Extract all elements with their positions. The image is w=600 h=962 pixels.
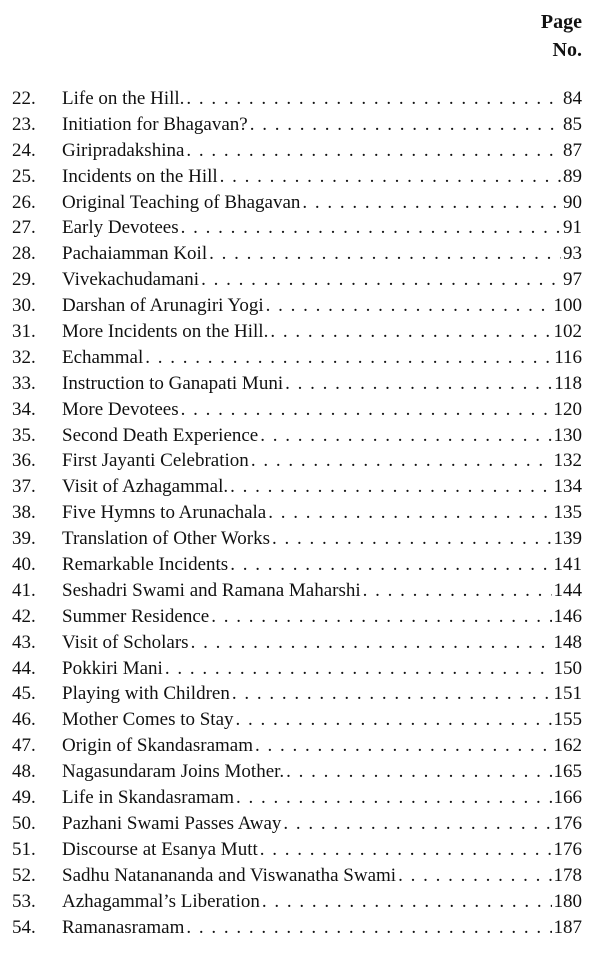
dot-leader bbox=[251, 448, 552, 474]
entry-page-number: 180 bbox=[553, 890, 582, 912]
entry-title: First Jayanti Celebration bbox=[62, 450, 249, 472]
entry-page-number: 176 bbox=[553, 838, 582, 860]
toc-entry bbox=[12, 397, 582, 423]
entry-number: 34. bbox=[12, 398, 36, 420]
dot-leader bbox=[186, 915, 551, 941]
entry-title: Darshan of Arunagiri Yogi bbox=[62, 295, 264, 317]
entry-number: 26. bbox=[12, 191, 36, 213]
entry-number: 33. bbox=[12, 372, 36, 394]
dot-leader bbox=[230, 474, 551, 500]
dot-leader bbox=[250, 112, 561, 138]
entry-title: Ramanasramam bbox=[62, 916, 185, 938]
entry-number: 53. bbox=[12, 890, 36, 912]
entry-number: 37. bbox=[12, 476, 36, 498]
entry-page-number: 135 bbox=[553, 502, 582, 524]
entry-number: 31. bbox=[12, 321, 36, 343]
toc-entry bbox=[12, 889, 582, 915]
entry-title: Instruction to Ganapati Muni bbox=[62, 372, 284, 394]
entry-title: Summer Residence bbox=[62, 605, 210, 627]
dot-leader bbox=[211, 604, 551, 630]
entry-page-number: 87 bbox=[563, 139, 582, 161]
toc-entry bbox=[12, 423, 582, 449]
entry-title: Vivekachudamani bbox=[62, 269, 200, 291]
entry-number: 27. bbox=[12, 217, 36, 239]
entry-title: Mother Comes to Stay bbox=[62, 709, 234, 731]
table-of-contents bbox=[12, 86, 582, 940]
entry-page-number: 150 bbox=[553, 657, 582, 679]
entry-title: Discourse at Esanya Mutt bbox=[62, 838, 258, 860]
dot-leader bbox=[191, 630, 552, 656]
entry-page-number: 91 bbox=[563, 217, 582, 239]
entry-number: 38. bbox=[12, 502, 36, 524]
entry-number: 51. bbox=[12, 838, 36, 860]
entry-page-number: 151 bbox=[553, 683, 582, 705]
dot-leader bbox=[181, 215, 561, 241]
entry-number: 29. bbox=[12, 269, 36, 291]
toc-entry bbox=[12, 656, 582, 682]
dot-leader bbox=[262, 889, 552, 915]
entry-page-number: 166 bbox=[553, 787, 582, 809]
dot-leader bbox=[201, 267, 561, 293]
dot-leader bbox=[236, 785, 551, 811]
entry-number: 36. bbox=[12, 450, 36, 472]
entry-title: Seshadri Swami and Ramana Maharshi bbox=[62, 579, 361, 601]
entry-number: 44. bbox=[12, 657, 36, 679]
toc-entry bbox=[12, 86, 582, 112]
dot-leader bbox=[186, 86, 561, 112]
dot-leader bbox=[302, 190, 561, 216]
entry-page-number: 165 bbox=[553, 761, 582, 783]
entry-number: 28. bbox=[12, 243, 36, 265]
toc-entry bbox=[12, 345, 582, 371]
toc-entry bbox=[12, 241, 582, 267]
toc-entry bbox=[12, 215, 582, 241]
entry-title: Giripradakshina bbox=[62, 139, 185, 161]
toc-entry bbox=[12, 526, 582, 552]
entry-title: Sadhu Natanananda and Viswanatha Swami bbox=[62, 864, 397, 886]
entry-title: Incidents on the Hill bbox=[62, 165, 218, 187]
entry-page-number: 139 bbox=[553, 528, 582, 550]
toc-entry bbox=[12, 915, 582, 941]
toc-entry bbox=[12, 474, 582, 500]
entry-number: 43. bbox=[12, 631, 36, 653]
entry-page-number: 84 bbox=[563, 88, 582, 109]
entry-page-number: 178 bbox=[553, 864, 582, 886]
toc-entry bbox=[12, 293, 582, 319]
toc-entry bbox=[12, 500, 582, 526]
entry-number: 50. bbox=[12, 812, 36, 834]
toc-entry bbox=[12, 138, 582, 164]
entry-page-number: 102 bbox=[553, 321, 582, 343]
entry-number: 42. bbox=[12, 605, 36, 627]
entry-number: 54. bbox=[12, 916, 36, 938]
dot-leader bbox=[230, 552, 551, 578]
entry-page-number: 118 bbox=[554, 372, 582, 394]
entry-number: 25. bbox=[12, 165, 36, 187]
toc-entry bbox=[12, 552, 582, 578]
toc-entry bbox=[12, 863, 582, 889]
entry-number: 41. bbox=[12, 579, 36, 601]
entry-title: Original Teaching of Bhagavan bbox=[62, 191, 301, 213]
entry-title: Pachaiamman Koil bbox=[62, 243, 208, 265]
entry-title: Initiation for Bhagavan? bbox=[62, 113, 248, 135]
dot-leader bbox=[209, 241, 561, 267]
entry-page-number: 141 bbox=[553, 554, 582, 576]
entry-page-number: 132 bbox=[553, 450, 582, 472]
entry-number: 45. bbox=[12, 683, 36, 705]
entry-page-number: 176 bbox=[553, 812, 582, 834]
entry-page-number: 187 bbox=[553, 916, 582, 938]
entry-page-number: 146 bbox=[553, 605, 582, 627]
dot-leader bbox=[165, 656, 552, 682]
entry-title: Visit of Scholars bbox=[62, 631, 189, 653]
entry-title: Life on the Hill. bbox=[62, 88, 185, 109]
dot-leader bbox=[272, 526, 552, 552]
entry-number: 47. bbox=[12, 735, 36, 757]
entry-title: Pazhani Swami Passes Away bbox=[62, 812, 282, 834]
entry-number: 22. bbox=[12, 88, 36, 109]
entry-page-number: 85 bbox=[563, 113, 582, 135]
entry-number: 49. bbox=[12, 787, 36, 809]
entry-title: Life in Skandasramam bbox=[62, 787, 235, 809]
toc-entry bbox=[12, 319, 582, 345]
toc-entry bbox=[12, 371, 582, 397]
dot-leader bbox=[220, 164, 561, 190]
dot-leader bbox=[236, 707, 552, 733]
entry-page-number: 89 bbox=[563, 165, 582, 187]
entry-number: 24. bbox=[12, 139, 36, 161]
entry-page-number: 90 bbox=[563, 191, 582, 213]
entry-page-number: 116 bbox=[554, 346, 582, 368]
entry-number: 23. bbox=[12, 113, 36, 135]
page-number-column-header bbox=[541, 8, 582, 64]
page-header-line2: No. bbox=[552, 39, 582, 61]
entry-page-number: 130 bbox=[553, 424, 582, 446]
entry-title: Second Death Experience bbox=[62, 424, 259, 446]
dot-leader bbox=[255, 733, 551, 759]
toc-entry bbox=[12, 759, 582, 785]
entry-title: Playing with Children bbox=[62, 683, 230, 705]
entry-page-number: 148 bbox=[553, 631, 582, 653]
entry-page-number: 120 bbox=[553, 398, 582, 420]
dot-leader bbox=[145, 345, 552, 371]
toc-entry bbox=[12, 267, 582, 293]
entry-number: 35. bbox=[12, 424, 36, 446]
entry-title: Nagasundaram Joins Mother. bbox=[62, 761, 285, 783]
entry-page-number: 100 bbox=[553, 295, 582, 317]
toc-entry bbox=[12, 707, 582, 733]
dot-leader bbox=[398, 863, 551, 889]
entry-title: Remarkable Incidents bbox=[62, 554, 229, 576]
entry-page-number: 134 bbox=[553, 476, 582, 498]
toc-entry bbox=[12, 448, 582, 474]
toc-entry bbox=[12, 785, 582, 811]
entry-page-number: 144 bbox=[553, 579, 582, 601]
entry-number: 32. bbox=[12, 346, 36, 368]
toc-entry bbox=[12, 164, 582, 190]
dot-leader bbox=[181, 397, 552, 423]
toc-entry bbox=[12, 837, 582, 863]
toc-entry bbox=[12, 733, 582, 759]
entry-title: Azhagammal’s Liberation bbox=[62, 890, 260, 912]
page-header-line1: Page bbox=[540, 11, 582, 33]
entry-title: Early Devotees bbox=[62, 217, 179, 239]
entry-page-number: 97 bbox=[563, 269, 582, 291]
dot-leader bbox=[260, 837, 552, 863]
toc-entry bbox=[12, 604, 582, 630]
entry-page-number: 93 bbox=[563, 243, 582, 265]
dot-leader bbox=[270, 319, 551, 345]
entry-title: Echammal bbox=[62, 346, 144, 368]
toc-entry bbox=[12, 112, 582, 138]
entry-number: 52. bbox=[12, 864, 36, 886]
toc-entry bbox=[12, 190, 582, 216]
entry-title: Five Hymns to Arunachala bbox=[62, 502, 267, 524]
entry-page-number: 155 bbox=[553, 709, 582, 731]
entry-number: 40. bbox=[12, 554, 36, 576]
entry-title: Translation of Other Works bbox=[62, 528, 270, 550]
dot-leader bbox=[260, 423, 551, 449]
entry-number: 39. bbox=[12, 528, 36, 550]
dot-leader bbox=[232, 681, 552, 707]
entry-title: More Incidents on the Hill. bbox=[62, 321, 269, 343]
toc-entry bbox=[12, 811, 582, 837]
toc-entry bbox=[12, 630, 582, 656]
entry-number: 48. bbox=[12, 761, 36, 783]
dot-leader bbox=[266, 293, 552, 319]
entry-page-number: 162 bbox=[553, 735, 582, 757]
toc-entry bbox=[12, 578, 582, 604]
dot-leader bbox=[363, 578, 552, 604]
entry-title: More Devotees bbox=[62, 398, 179, 420]
dot-leader bbox=[286, 759, 551, 785]
entry-number: 30. bbox=[12, 295, 36, 317]
entry-title: Visit of Azhagammal. bbox=[62, 476, 229, 498]
entry-title: Origin of Skandasramam bbox=[62, 735, 254, 757]
dot-leader bbox=[285, 371, 552, 397]
toc-entry bbox=[12, 681, 582, 707]
dot-leader bbox=[186, 138, 561, 164]
dot-leader bbox=[283, 811, 551, 837]
dot-leader bbox=[268, 500, 551, 526]
entry-title: Pokkiri Mani bbox=[62, 657, 163, 679]
entry-number: 46. bbox=[12, 709, 36, 731]
